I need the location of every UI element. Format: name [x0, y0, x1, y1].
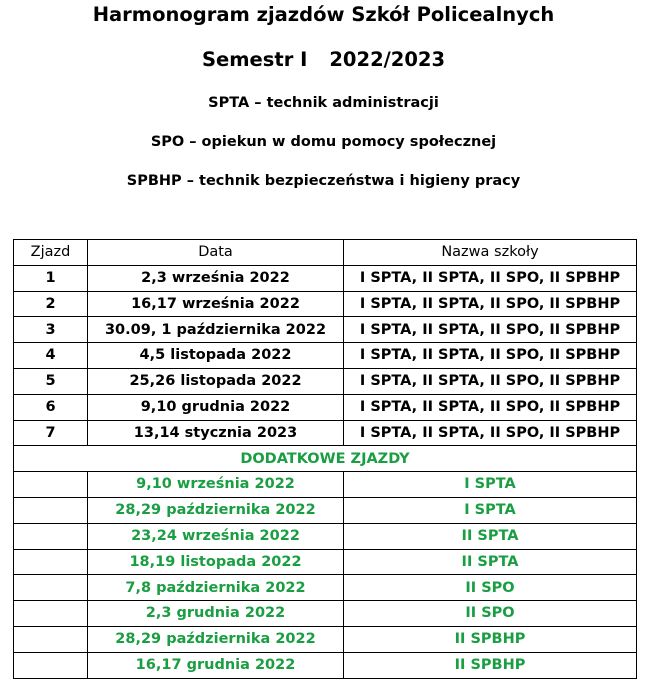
zjazd-number: 1 [14, 265, 88, 291]
extra-zjazd-empty [14, 652, 88, 678]
zjazd-date: 2,3 września 2022 [88, 265, 344, 291]
extra-section-header-row [14, 446, 637, 472]
extra-zjazd-school: I SPTA [344, 472, 637, 498]
zjazd-number: 4 [14, 343, 88, 369]
extra-zjazd-school: II SPBHP [344, 652, 637, 678]
zjazd-schools: I SPTA, II SPTA, II SPO, II SPBHP [344, 394, 637, 420]
extra-section-title: DODATKOWE ZJAZDY [14, 446, 637, 472]
table-row [14, 291, 637, 317]
extra-table-row [14, 652, 637, 678]
semester-year: 2022/2023 [329, 48, 446, 71]
extra-zjazd-date: 9,10 września 2022 [88, 472, 344, 498]
extra-zjazd-school: II SPO [344, 575, 637, 601]
zjazd-date: 4,5 listopada 2022 [88, 343, 344, 369]
zjazd-number: 2 [14, 291, 88, 317]
zjazd-date: 16,17 września 2022 [88, 291, 344, 317]
extra-zjazd-school: II SPTA [344, 549, 637, 575]
table-row [14, 368, 637, 394]
extra-zjazd-school: II SPTA [344, 523, 637, 549]
legend-spbhp: SPBHP – technik bezpieczeństwa i higieny pracy [126, 173, 521, 189]
table-row [14, 265, 637, 291]
extra-table-row [14, 549, 637, 575]
zjazd-number: 6 [14, 394, 88, 420]
extra-zjazd-date: 28,29 października 2022 [88, 497, 344, 523]
extra-table-row [14, 575, 637, 601]
extra-zjazd-date: 28,29 października 2022 [88, 626, 344, 652]
zjazd-date: 9,10 grudnia 2022 [88, 394, 344, 420]
semester-line [0, 48, 647, 71]
extra-zjazd-empty [14, 472, 88, 498]
extra-table-row [14, 523, 637, 549]
extra-zjazd-school: II SPBHP [344, 626, 637, 652]
table-row [14, 420, 637, 446]
column-header-zjazd: Zjazd [14, 240, 88, 266]
extra-zjazd-date: 16,17 grudnia 2022 [88, 652, 344, 678]
extra-table-row [14, 497, 637, 523]
column-header-nazwa-szkoly: Nazwa szkoły [344, 240, 637, 266]
extra-table-row [14, 472, 637, 498]
zjazd-schools: I SPTA, II SPTA, II SPO, II SPBHP [344, 317, 637, 343]
extra-zjazd-date: 2,3 grudnia 2022 [88, 601, 344, 627]
zjazd-schools: I SPTA, II SPTA, II SPO, II SPBHP [344, 420, 637, 446]
extra-zjazd-empty [14, 497, 88, 523]
legend-spo: SPO – opiekun w domu pomocy społecznej [150, 134, 497, 150]
extra-zjazd-empty [14, 626, 88, 652]
extra-zjazd-empty [14, 575, 88, 601]
zjazd-schools: I SPTA, II SPTA, II SPO, II SPBHP [344, 265, 637, 291]
table-header-row [14, 240, 637, 266]
extra-zjazd-empty [14, 601, 88, 627]
extra-zjazd-date: 23,24 września 2022 [88, 523, 344, 549]
extra-zjazd-school: II SPO [344, 601, 637, 627]
extra-table-row [14, 601, 637, 627]
extra-zjazd-school: I SPTA [344, 497, 637, 523]
zjazd-schools: I SPTA, II SPTA, II SPO, II SPBHP [344, 343, 637, 369]
table-row [14, 343, 637, 369]
extra-table-row [14, 626, 637, 652]
zjazd-schools: I SPTA, II SPTA, II SPO, II SPBHP [344, 291, 637, 317]
zjazd-date: 25,26 listopada 2022 [88, 368, 344, 394]
legend-spta: SPTA – technik administracji [208, 95, 439, 111]
zjazd-date: 30.09, 1 października 2022 [88, 317, 344, 343]
extra-zjazd-date: 18,19 listopada 2022 [88, 549, 344, 575]
zjazd-number: 5 [14, 368, 88, 394]
extra-zjazd-empty [14, 523, 88, 549]
zjazd-number: 3 [14, 317, 88, 343]
table-row [14, 394, 637, 420]
extra-zjazd-empty [14, 549, 88, 575]
column-header-data: Data [88, 240, 344, 266]
page-title: Harmonogram zjazdów Szkół Policealnych [92, 3, 555, 26]
zjazd-date: 13,14 stycznia 2023 [88, 420, 344, 446]
schedule-table [13, 239, 637, 679]
zjazd-number: 7 [14, 420, 88, 446]
zjazd-schools: I SPTA, II SPTA, II SPO, II SPBHP [344, 368, 637, 394]
table-row [14, 317, 637, 343]
semester-label: Semestr I [201, 48, 308, 71]
extra-zjazd-date: 7,8 października 2022 [88, 575, 344, 601]
